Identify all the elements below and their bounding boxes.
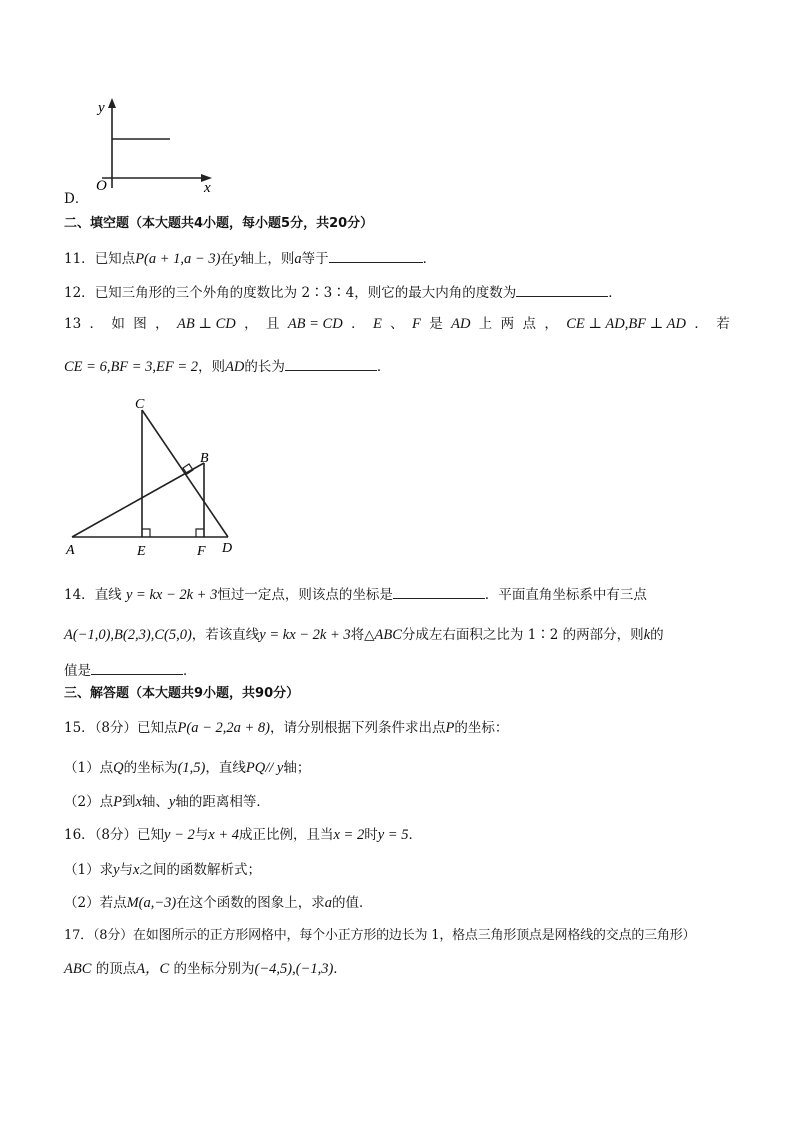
q11-end: ． xyxy=(422,251,437,267)
q15-sub1-a: （1）点 xyxy=(64,760,114,776)
q17-text: （8分）在如图所示的正方形网格中，每个小正方形的边长为 1，格点三角形顶点是网格线的交点的三角形） xyxy=(92,928,696,943)
q14-text-a: 直线 xyxy=(94,587,122,603)
q12-text: 已知三角形的三个外角的度数比为 2∶3∶4，则它的最大内角的度数为 xyxy=(94,285,517,301)
q16-sub1-c: 之间的函数解析式； xyxy=(139,862,261,878)
q13-var-ad: AD xyxy=(225,359,245,375)
q14-text-g: 的 xyxy=(650,627,664,643)
q13-part-math: E xyxy=(372,316,382,332)
q13-text: ，则 xyxy=(198,359,226,375)
q15-sub1-coord: (1,5) xyxy=(177,760,206,776)
question-15-part-1 xyxy=(64,758,310,778)
q16-math-b: x + 4 xyxy=(208,827,239,843)
q14-text-c: ．平面直角坐标系中有三点 xyxy=(484,587,647,603)
question-13-line-1 xyxy=(64,314,730,334)
segment-ab xyxy=(72,463,204,537)
point-label-c: C xyxy=(135,397,145,412)
q13-part: 两 xyxy=(500,316,515,332)
q15-number: 15． xyxy=(64,720,95,736)
q14-answer-blank-1[interactable] xyxy=(393,584,485,599)
q13-part: ， xyxy=(155,316,169,332)
q13-part-math: CE ⊥ AD,BF ⊥ AD xyxy=(566,316,687,332)
q15-text-a: （8分）已知点 xyxy=(94,720,178,736)
q15-sub2-x: x xyxy=(135,794,142,810)
q14-number: 14． xyxy=(64,587,95,603)
q16-sub2-point: M(a,−3) xyxy=(126,895,177,911)
q11-var-a: a xyxy=(294,251,302,267)
q13-part: 13 xyxy=(64,316,82,332)
q14-answer-blank-2[interactable] xyxy=(91,660,183,675)
q14-line-equation-2: y = kx − 2k + 3 xyxy=(259,627,351,643)
q16-number: 16． xyxy=(64,827,95,843)
q13-part: ， xyxy=(244,316,258,332)
q17-text-a: 的顶点 xyxy=(95,961,137,977)
q13-part: 、 xyxy=(390,316,404,332)
question-16 xyxy=(64,825,422,845)
x-axis-label: x xyxy=(204,180,211,196)
right-angle-mark-e xyxy=(142,529,150,537)
q14-triangle: ABC xyxy=(374,627,402,643)
point-label-f: F xyxy=(197,544,206,559)
q16-sub1-b: 与 xyxy=(119,862,134,878)
q16-sub1-x: x xyxy=(133,862,140,878)
q15-sub1-var: Q xyxy=(113,760,124,776)
q15-sub2-b: 到 xyxy=(121,794,136,810)
question-15 xyxy=(64,718,508,738)
q17-triangle: ABC xyxy=(64,961,92,977)
q15-sub2-y: y xyxy=(168,794,176,810)
q14-text-f: 分成左右面积之比为 1∶2 的两部分，则 xyxy=(401,627,644,643)
q16-sub1-a: （1）求 xyxy=(64,862,114,878)
q13-part: ． xyxy=(351,316,365,332)
q11-number: 11． xyxy=(64,251,95,267)
q14-line-equation: y = kx − 2k + 3 xyxy=(125,587,218,603)
q14-text-b: 恒过一定点，则该点的坐标是 xyxy=(217,587,393,603)
q15-sub1-c: ，直线 xyxy=(205,760,246,776)
q15-sub2-d: 轴的距离相等． xyxy=(175,794,270,810)
q11-text-b: 在 xyxy=(220,251,234,267)
q11-point: P(a + 1,a − 3) xyxy=(135,251,221,267)
q15-sub2-var: P xyxy=(113,794,122,810)
q17-number: 17． xyxy=(64,928,93,943)
q13-end: ． xyxy=(376,359,391,375)
q11-text-d: 等于 xyxy=(301,251,329,267)
q14-text-d: ，若该直线 xyxy=(191,627,260,643)
q15-sub1-d: 轴； xyxy=(283,760,311,776)
section-2-header: 二、填空题（本大题共4小题，每小题5分，共20分） xyxy=(64,216,374,231)
q16-sub2-a: （2）若点 xyxy=(64,895,127,911)
q13-answer-blank[interactable] xyxy=(285,356,377,371)
q15-sub1-parallel: PQ// y xyxy=(245,760,284,776)
q13-part-math: AD xyxy=(451,316,471,332)
question-12 xyxy=(64,282,622,303)
q13-part: 图 xyxy=(133,316,147,332)
q15-sub2-c: 轴、 xyxy=(141,794,169,810)
q13-part: 如 xyxy=(111,316,125,332)
question-16-part-2 xyxy=(64,893,373,913)
q12-answer-blank[interactable] xyxy=(516,282,608,297)
q14-end: ． xyxy=(183,663,197,679)
q13-figure xyxy=(60,392,250,562)
question-14-line-2 xyxy=(64,625,664,645)
q15-sub1-b: 的坐标为 xyxy=(123,760,178,776)
q16-end: ． xyxy=(408,827,422,843)
q12-number: 12． xyxy=(64,285,95,301)
q16-math-a: y − 2 xyxy=(164,827,195,843)
q14-points: A(−1,0),B(2,3),C(5,0) xyxy=(64,627,192,643)
q16-text-d: 时 xyxy=(364,827,378,843)
q13-part: 若 xyxy=(716,316,730,332)
y-axis-label: y xyxy=(98,100,105,116)
q13-part-math: AB ⊥ CD xyxy=(176,316,236,332)
q17-end: ． xyxy=(333,961,347,977)
q14-text-e: 将△ xyxy=(350,627,375,643)
q16-sub2-c: 的值． xyxy=(332,895,373,911)
q11-var-y: y xyxy=(233,251,241,267)
question-17-line-1 xyxy=(64,926,695,946)
point-label-b: B xyxy=(200,451,209,466)
q15-point: P(a − 2,2a + 8) xyxy=(177,720,270,736)
q13-part: 是 xyxy=(429,316,443,332)
question-13-line-2 xyxy=(64,356,390,377)
q13-part: 且 xyxy=(265,316,280,332)
q14-var-k: k xyxy=(643,627,651,643)
y-axis-arrow xyxy=(108,98,116,108)
q13-part: 上 xyxy=(478,316,493,332)
option-d-graph xyxy=(88,96,228,196)
question-17-line-2 xyxy=(64,959,347,979)
q15-sub2-a: （2）点 xyxy=(64,794,114,810)
q13-part: ． xyxy=(89,316,104,332)
q16-sub1-y: y xyxy=(113,862,120,878)
q17-text-b: 的坐标分别为 xyxy=(173,961,255,977)
q15-text-c: 的坐标： xyxy=(454,720,509,736)
point-label-d: D xyxy=(222,541,233,556)
q17-vertices: A，C xyxy=(136,961,170,977)
q13-given: CE = 6,BF = 3,EF = 2 xyxy=(64,359,199,375)
q15-var-p: P xyxy=(445,720,455,736)
question-14-line-1 xyxy=(64,584,647,605)
q13-part-math: AB = CD xyxy=(287,316,343,332)
q15-text-b: ，请分别根据下列条件求出点 xyxy=(270,720,446,736)
q16-text-b: 与 xyxy=(194,827,209,843)
origin-label: O xyxy=(96,178,107,194)
point-label-a: A xyxy=(66,543,75,558)
q14-text-h: 值是 xyxy=(64,663,91,679)
q16-math-c: x = 2 xyxy=(333,827,365,843)
q13-text-2: 的长为 xyxy=(244,359,285,375)
question-16-part-1 xyxy=(64,860,261,880)
q13-part: 点 xyxy=(522,316,537,332)
question-11 xyxy=(64,248,436,269)
q16-sub2-b: 在这个函数的图象上，求 xyxy=(176,895,325,911)
q16-text-a: （8分）已知 xyxy=(94,827,165,843)
q11-text-c: 轴上，则 xyxy=(240,251,295,267)
q13-part: ． xyxy=(694,316,708,332)
question-14-line-3 xyxy=(64,660,197,681)
q17-coords: (−4,5),(−1,3) xyxy=(254,961,334,977)
q11-text-a: 已知点 xyxy=(94,251,136,267)
section-3-header: 三、解答题（本大题共9小题，共90分） xyxy=(64,686,300,701)
q13-part-math: F xyxy=(412,316,421,332)
q12-end: ． xyxy=(608,285,622,301)
question-15-part-2 xyxy=(64,792,270,812)
q13-part: ， xyxy=(544,316,558,332)
q16-text-c: 成正比例，且当 xyxy=(239,827,334,843)
right-angle-mark-f xyxy=(196,529,204,537)
q11-answer-blank[interactable] xyxy=(329,248,423,263)
q16-math-d: y = 5 xyxy=(377,827,409,843)
q16-sub2-var: a xyxy=(324,895,332,911)
option-d-label: D． xyxy=(64,191,89,207)
point-label-e: E xyxy=(137,544,146,559)
